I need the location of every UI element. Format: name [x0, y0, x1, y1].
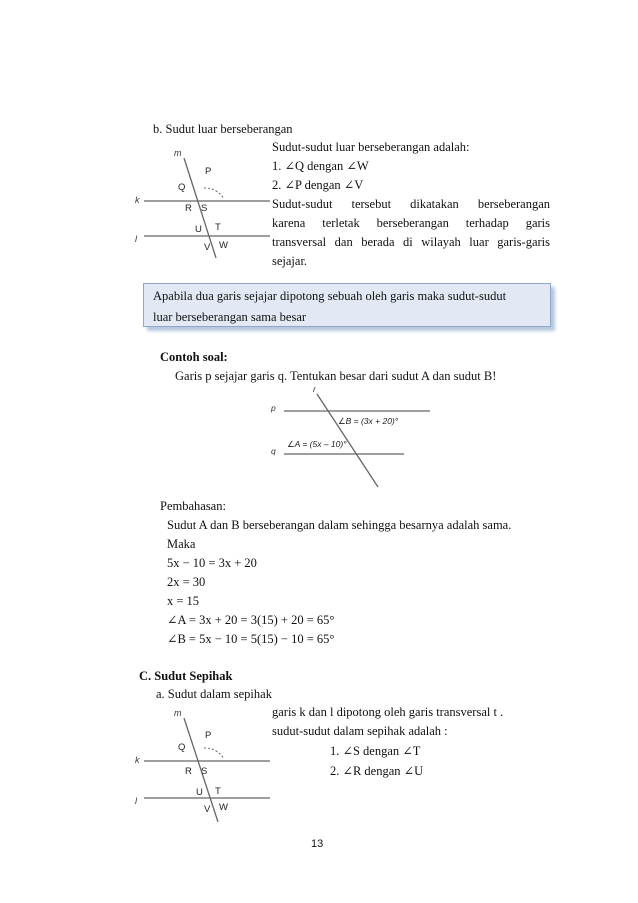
label-U: U	[195, 224, 202, 235]
label-V: V	[204, 242, 211, 253]
label-m: m	[174, 148, 182, 158]
label-P: P	[205, 730, 212, 741]
example-figure	[262, 384, 442, 494]
callout-line-1: Apabila dua garis sejajar dipotong sebuah oleh garis maka sudut-sudut	[153, 289, 507, 303]
label-T: T	[215, 786, 221, 797]
pembahasan-line-5: x = 15	[167, 594, 200, 608]
pembahasan-line-7: ∠B = 5x − 10 = 5(15) − 10 = 65°	[167, 632, 335, 646]
label-T: T	[215, 222, 221, 233]
callout-line-2: luar berseberangan sama besar	[153, 310, 307, 324]
pembahasan-line-3: 5x − 10 = 3x + 20	[167, 556, 257, 570]
angle-arc	[204, 748, 224, 759]
section-b-desc-2: karena terletak berseberangan terhadap garis	[272, 216, 550, 230]
label-angle-a: ∠A = (5x – 10)°	[287, 439, 347, 449]
pembahasan-line-2: Maka	[167, 537, 196, 551]
label-V: V	[204, 804, 211, 815]
rule-callout	[143, 283, 551, 327]
section-b-desc-last: sejajar.	[272, 254, 308, 268]
label-R: R	[185, 766, 192, 777]
page-number: 13	[311, 838, 324, 850]
label-W: W	[219, 802, 228, 813]
label-k: k	[135, 755, 140, 765]
label-Q: Q	[178, 182, 186, 193]
section-c-heading: C. Sudut Sepihak	[139, 669, 233, 683]
label-Q: Q	[178, 742, 186, 753]
label-R: R	[185, 203, 192, 214]
label-p: p	[271, 403, 276, 413]
contoh-question: Garis p sejajar garis q. Tentukan besar dari sudut A dan sudut B!	[175, 369, 497, 383]
label-P: P	[205, 166, 212, 177]
section-c-sub: a. Sudut dalam sepihak	[156, 687, 272, 701]
label-r: r	[313, 384, 316, 394]
section-b-desc-3: transversal dan berada di wilayah luar garis-garis	[272, 235, 550, 249]
transversal-figure-2	[130, 702, 270, 822]
section-c-pair2: 2. ∠R dengan ∠U	[330, 764, 424, 778]
pembahasan-title: Pembahasan:	[160, 499, 226, 513]
section-b-desc-1: Sudut-sudut tersebut dikatakan berseberangan	[272, 197, 550, 211]
label-U: U	[196, 787, 203, 798]
section-b-intro: Sudut-sudut luar berseberangan adalah:	[272, 140, 470, 154]
section-c-pair1: 1. ∠S dengan ∠T	[330, 744, 421, 758]
contoh-title: Contoh soal:	[160, 350, 228, 364]
section-b-pair1: 1. ∠Q dengan ∠W	[272, 159, 369, 173]
pembahasan-line-4: 2x = 30	[167, 575, 206, 589]
section-c-line-1: garis k dan l dipotong oleh garis transversal t .	[272, 705, 504, 719]
label-S: S	[201, 766, 208, 777]
transversal-figure-1	[130, 142, 270, 262]
label-k: k	[135, 195, 140, 205]
label-angle-b: ∠B = (3x + 20)°	[338, 416, 399, 426]
label-l: l	[135, 796, 137, 806]
pembahasan-line-6: ∠A = 3x + 20 = 3(15) + 20 = 65°	[167, 613, 335, 627]
section-b-heading: b. Sudut luar berseberangan	[153, 122, 293, 136]
label-l: l	[135, 234, 137, 244]
label-S: S	[201, 203, 208, 214]
angle-arc	[204, 188, 224, 199]
section-c-line-2: sudut-sudut dalam sepihak adalah :	[272, 724, 448, 738]
label-W: W	[219, 240, 228, 251]
section-b-pair2: 2. ∠P dengan ∠V	[272, 178, 364, 192]
label-q: q	[271, 446, 276, 456]
label-m: m	[174, 708, 182, 718]
pembahasan-line-1: Sudut A dan B berseberangan dalam sehingga besarnya adalah sama.	[167, 518, 512, 532]
